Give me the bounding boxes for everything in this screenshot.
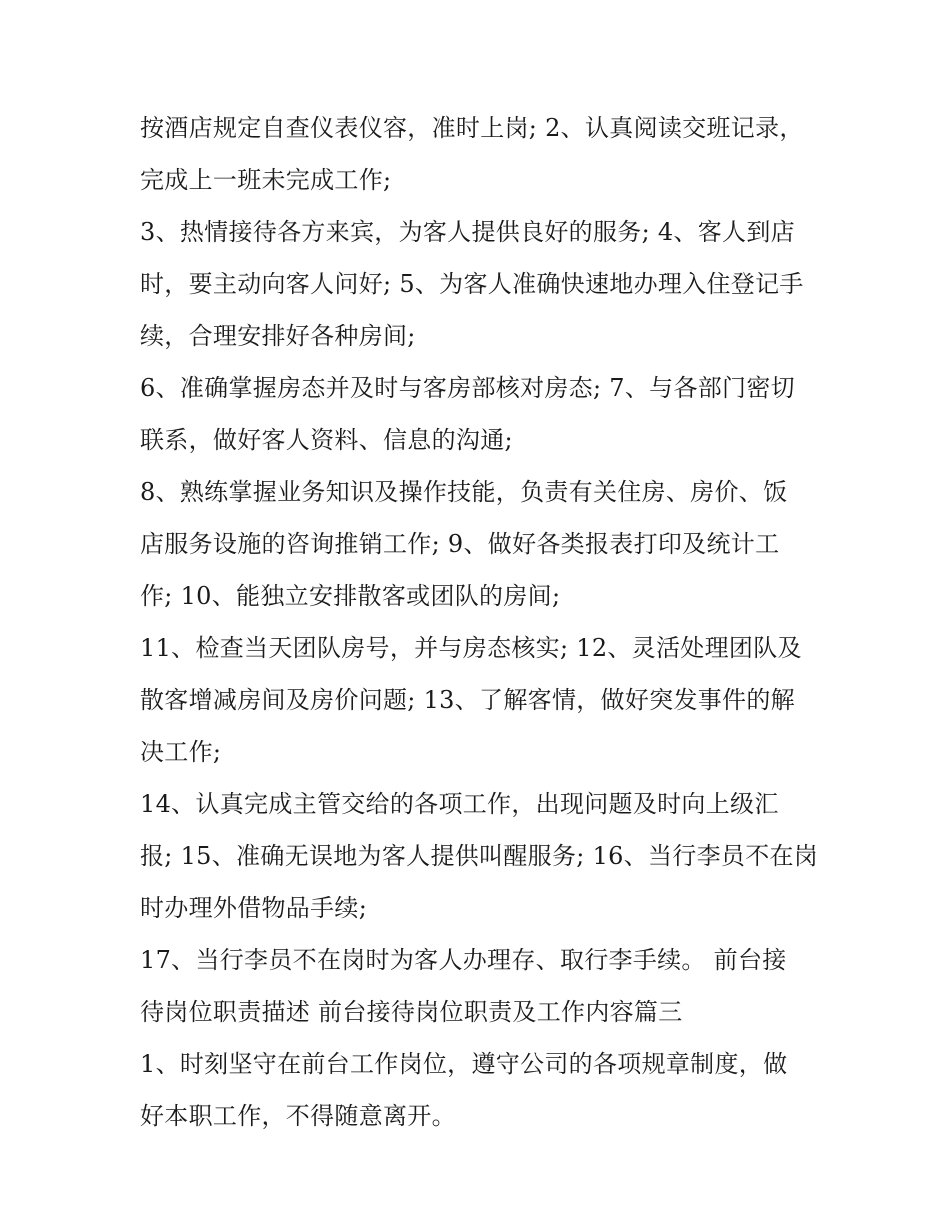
text-line: 14、认真完成主管交给的各项工作，出现问题及时向上级汇 — [140, 790, 779, 818]
text-line: 报; 15、准确无误地为客人提供叫醒服务; 16、当行李员不在岗 — [140, 842, 819, 870]
text-line: 时办理外借物品手续; — [140, 894, 368, 922]
text-line: 时，要主动向客人问好; 5、为客人准确快速地办理入住登记手 — [140, 270, 804, 298]
text-line: 好本职工作，不得随意离开。 — [140, 1102, 456, 1130]
text-line: 店服务设施的咨询推销工作; 9、做好各类报表打印及统计工 — [140, 530, 780, 558]
text-line: 11、检查当天团队房号，并与房态核实; 12、灵活处理团队及 — [140, 634, 802, 662]
text-line: 8、熟练掌握业务知识及操作技能，负责有关住房、房价、饭 — [140, 478, 788, 506]
text-line: 续，合理安排好各种房间; — [140, 322, 416, 350]
text-line: 1、时刻坚守在前台工作岗位，遵守公司的各项规章制度，做 — [140, 1050, 788, 1078]
text-line: 3、热情接待各方来宾，为客人提供良好的服务; 4、客人到店 — [140, 218, 795, 246]
text-line: 6、准确掌握房态并及时与客房部核对房态; 7、与各部门密切 — [140, 374, 795, 402]
text-line: 17、当行李员不在岗时为客人办理存、取行李手续。 前台接 — [140, 946, 787, 974]
text-line: 作; 10、能独立安排散客或团队的房间; — [140, 582, 561, 610]
text-line: 按酒店规定自查仪表仪容，准时上岗; 2、认真阅读交班记录， — [140, 114, 804, 142]
text-line: 联系，做好客人资料、信息的沟通; — [140, 426, 513, 454]
text-line: 决工作; — [140, 738, 222, 766]
text-line: 完成上一班未完成工作; — [140, 166, 392, 194]
document-body — [140, 102, 830, 1142]
text-line: 待岗位职责描述 前台接待岗位职责及工作内容篇三 — [140, 998, 683, 1026]
text-line: 散客增减房间及房价问题; 13、了解客情，做好突发事件的解 — [140, 686, 795, 714]
